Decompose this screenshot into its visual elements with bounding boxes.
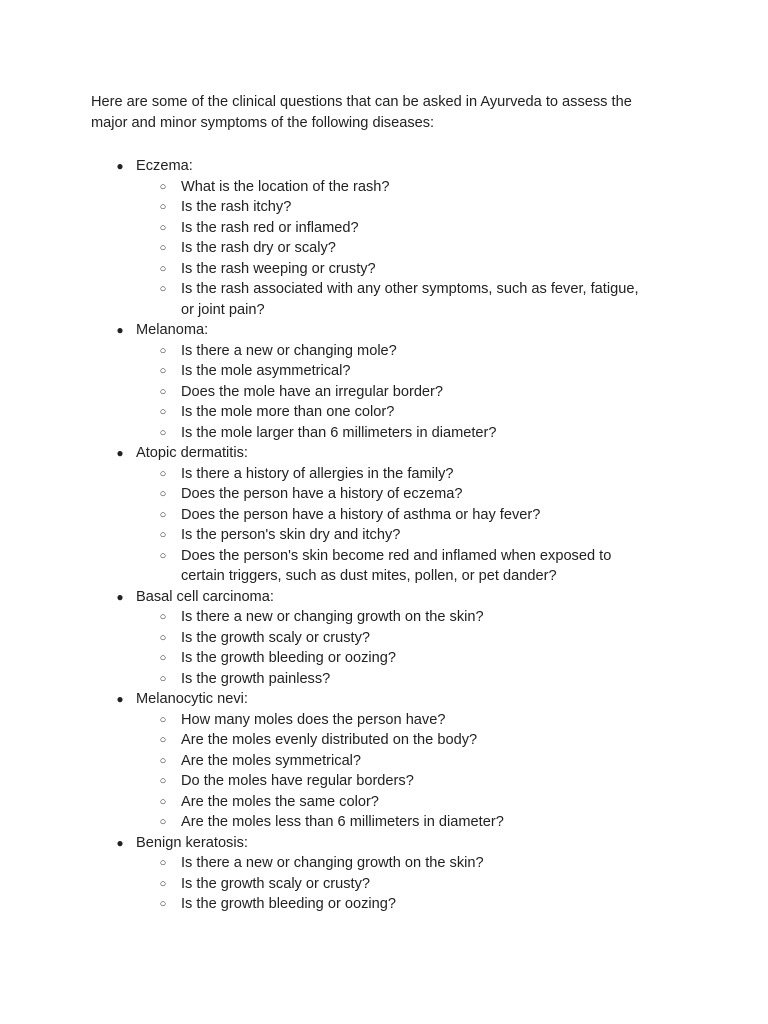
question-item	[0, 751, 641, 772]
disease-label: Atopic dermatitis:	[136, 445, 248, 461]
question-text: Are the moles evenly distributed on the body?	[181, 732, 478, 748]
question-text: Does the mole have an irregular border?	[181, 383, 444, 400]
disease-heading	[0, 443, 768, 464]
disease-item	[0, 156, 768, 320]
disease-heading	[0, 833, 768, 854]
hollow-bullet-icon: ○	[159, 283, 167, 295]
question-text: Does the person's skin become red and inflamed when exposed to certain triggers, such as dust mites, pollen, or pet dander?	[181, 547, 612, 584]
disease-label: Eczema:	[136, 158, 193, 174]
question-list	[0, 177, 768, 321]
disease-label: Basal cell carcinoma:	[136, 588, 274, 605]
hollow-bullet-icon: ○	[159, 467, 167, 480]
question-item	[0, 464, 641, 485]
disease-heading	[0, 156, 768, 177]
filled-bullet-icon: ●	[116, 589, 124, 604]
disease-item	[0, 833, 768, 915]
disease-label: Melanocytic nevi:	[136, 691, 248, 707]
question-list	[0, 341, 768, 444]
question-text: Are the moles the same color?	[181, 793, 379, 810]
question-item	[0, 710, 641, 731]
hollow-bullet-icon: ○	[159, 795, 167, 808]
question-text: Is the growth bleeding or oozing?	[181, 650, 396, 666]
question-text: Is the person's skin dry and itchy?	[181, 527, 401, 543]
hollow-bullet-icon: ○	[159, 631, 167, 644]
question-item	[0, 874, 641, 895]
question-item	[0, 812, 641, 833]
question-item	[0, 648, 641, 669]
question-item	[0, 853, 641, 874]
question-text: Does the person have a history of eczema?	[181, 486, 463, 502]
disease-item	[0, 320, 768, 443]
hollow-bullet-icon: ○	[159, 611, 167, 623]
question-item	[0, 423, 641, 444]
question-item	[0, 546, 641, 587]
hollow-bullet-icon: ○	[159, 262, 167, 275]
question-text: Are the moles less than 6 millimeters in diameter?	[181, 814, 504, 830]
disease-item	[0, 587, 768, 690]
question-text: Is the rash weeping or crusty?	[181, 260, 376, 277]
filled-bullet-icon: ●	[116, 692, 124, 706]
hollow-bullet-icon: ○	[159, 775, 167, 787]
question-text: Is the mole more than one color?	[181, 404, 395, 420]
hollow-bullet-icon: ○	[159, 754, 167, 767]
question-text: Is there a new or changing growth on the skin?	[181, 609, 484, 625]
question-item	[0, 525, 641, 546]
question-item	[0, 607, 641, 628]
filled-bullet-icon: ●	[116, 835, 124, 850]
question-text: Is the mole asymmetrical?	[181, 363, 351, 379]
hollow-bullet-icon: ○	[159, 877, 167, 890]
question-item	[0, 730, 641, 751]
question-item	[0, 197, 641, 218]
question-item	[0, 238, 641, 259]
hollow-bullet-icon: ○	[159, 242, 167, 254]
disease-item	[0, 689, 768, 833]
hollow-bullet-icon: ○	[159, 406, 167, 418]
question-text: Is the growth painless?	[181, 670, 331, 687]
question-item	[0, 792, 641, 813]
question-item	[0, 177, 641, 198]
hollow-bullet-icon: ○	[159, 734, 167, 746]
hollow-bullet-icon: ○	[159, 672, 167, 685]
disease-heading	[0, 689, 768, 710]
hollow-bullet-icon: ○	[159, 529, 167, 541]
question-text: Is the rash red or inflamed?	[181, 219, 359, 236]
hollow-bullet-icon: ○	[159, 365, 167, 377]
question-item	[0, 218, 641, 239]
question-text: Are the moles symmetrical?	[181, 752, 362, 769]
filled-bullet-icon: ●	[116, 323, 124, 337]
hollow-bullet-icon: ○	[159, 713, 167, 726]
hollow-bullet-icon: ○	[159, 508, 167, 521]
question-text: What is the location of the rash?	[181, 178, 390, 195]
hollow-bullet-icon: ○	[159, 180, 167, 193]
disease-item	[0, 443, 768, 587]
hollow-bullet-icon: ○	[159, 816, 167, 828]
hollow-bullet-icon: ○	[159, 385, 167, 398]
hollow-bullet-icon: ○	[159, 488, 167, 500]
question-text: Is the growth scaly or crusty?	[181, 875, 370, 892]
question-item	[0, 259, 641, 280]
question-item	[0, 771, 641, 792]
question-text: Is there a history of allergies in the family?	[181, 465, 454, 482]
question-text: Is there a new or changing mole?	[181, 342, 397, 359]
question-item	[0, 628, 641, 649]
question-text: Is the rash itchy?	[181, 199, 292, 215]
question-item	[0, 505, 641, 526]
question-list	[0, 710, 768, 833]
question-item	[0, 382, 641, 403]
hollow-bullet-icon: ○	[159, 898, 167, 910]
question-text: Does the person have a history of asthma or hay fever?	[181, 506, 541, 523]
disease-label: Benign keratosis:	[136, 834, 248, 851]
question-item	[0, 361, 641, 382]
question-text: Is the rash associated with any other symptoms, such as fever, fatigue, or joint pain?	[181, 281, 639, 318]
hollow-bullet-icon: ○	[159, 426, 167, 439]
hollow-bullet-icon: ○	[159, 549, 167, 562]
intro-paragraph: Here are some of the clinical questions that can be asked in Ayurveda to assess the major and minor symptoms of the following diseases:	[91, 94, 632, 131]
disease-heading	[0, 320, 768, 341]
filled-bullet-icon: ●	[116, 446, 124, 460]
question-text: Is the rash dry or scaly?	[181, 240, 336, 256]
question-item	[0, 484, 641, 505]
question-list	[0, 464, 768, 587]
hollow-bullet-icon: ○	[159, 857, 167, 869]
question-list	[0, 853, 768, 915]
question-item	[0, 402, 641, 423]
hollow-bullet-icon: ○	[159, 652, 167, 664]
question-text: Is the growth bleeding or oozing?	[181, 896, 396, 912]
question-text: Is there a new or changing growth on the skin?	[181, 855, 484, 871]
disease-label: Melanoma:	[136, 322, 209, 338]
question-item	[0, 669, 641, 690]
disease-list	[0, 156, 768, 915]
question-list	[0, 607, 768, 689]
hollow-bullet-icon: ○	[159, 221, 167, 234]
disease-heading	[0, 587, 768, 608]
question-text: How many moles does the person have?	[181, 711, 446, 728]
question-item	[0, 341, 641, 362]
hollow-bullet-icon: ○	[159, 344, 167, 357]
question-item	[0, 279, 641, 320]
question-text: Is the growth scaly or crusty?	[181, 629, 370, 646]
question-text: Is the mole larger than 6 millimeters in diameter?	[181, 424, 497, 441]
hollow-bullet-icon: ○	[159, 201, 167, 213]
question-text: Do the moles have regular borders?	[181, 773, 414, 789]
question-item	[0, 894, 641, 915]
filled-bullet-icon: ●	[116, 159, 124, 173]
